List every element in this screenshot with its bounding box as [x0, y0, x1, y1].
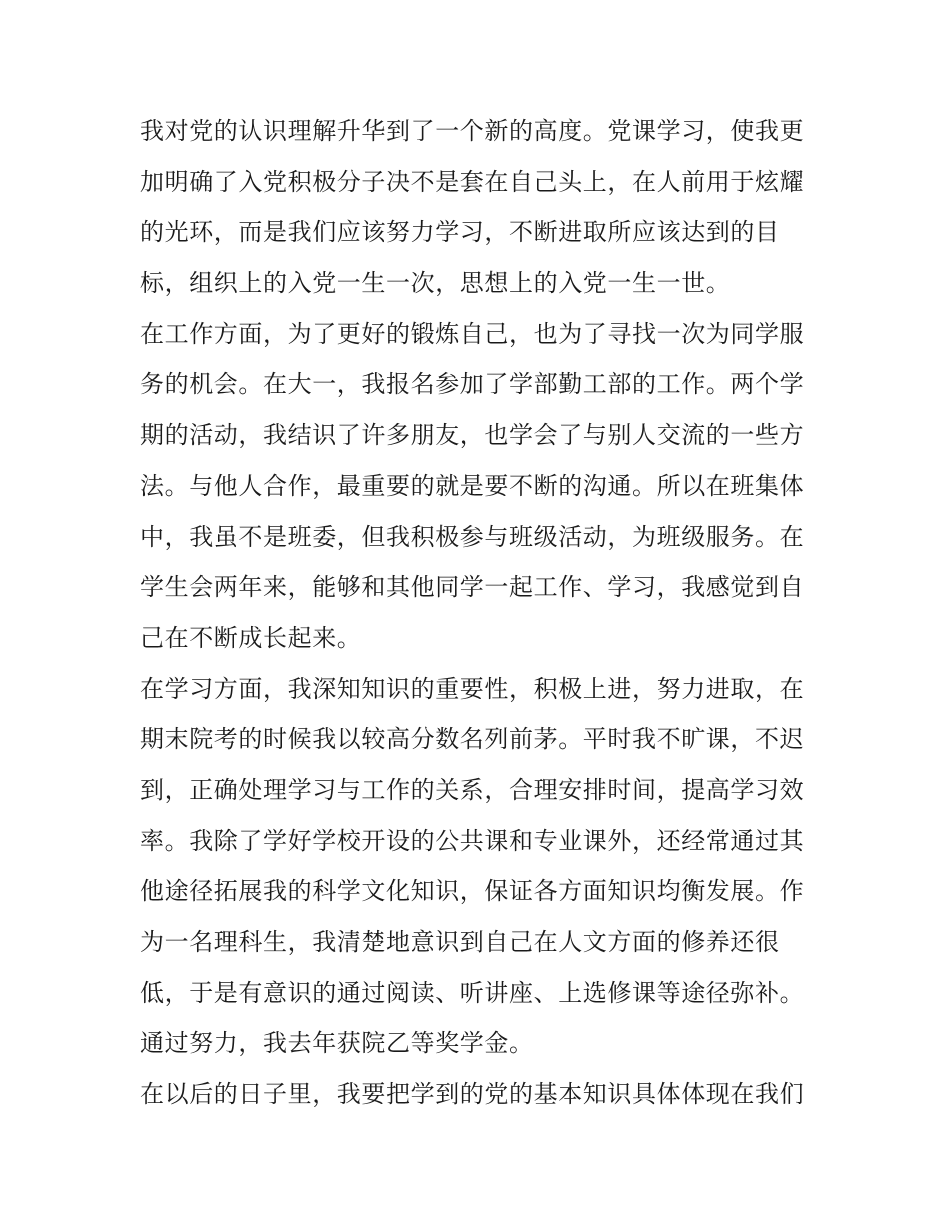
text-line: 通过努力，我去年获院乙等奖学金。	[140, 1029, 534, 1058]
text-line: 期末院考的时候我以较高分数名列前茅。平时我不旷课，不迟	[140, 725, 805, 754]
text-line: 的光环，而是我们应该努力学习，不断进取所应该达到的目	[140, 218, 780, 247]
text-line: 我对党的认识理解升华到了一个新的高度。党课学习，使我更	[140, 117, 805, 145]
text-line: 己在不断成长起来。	[140, 623, 362, 652]
text-line: 标，组织上的入党一生一次，思想上的入党一生一世。	[140, 269, 731, 298]
text-line: 在学习方面，我深知知识的重要性，积极上进，努力进取，在	[140, 674, 805, 703]
text-line: 在工作方面，为了更好的锻炼自己，也为了寻找一次为同学服	[140, 319, 805, 348]
text-line: 学生会两年来，能够和其他同学一起工作、学习，我感觉到自	[140, 573, 805, 602]
text-line: 为一名理科生，我清楚地意识到自己在人文方面的修养还很	[140, 928, 780, 956]
text-line: 低，于是有意识的通过阅读、听讲座、上选修课等途径弥补。	[140, 978, 805, 1007]
text-line: 务的机会。在大一，我报名参加了学部勤工部的工作。两个学	[140, 370, 805, 399]
text-line: 到，正确处理学习与工作的关系，合理安排时间，提高学习效	[140, 775, 805, 804]
text-line: 他途径拓展我的科学文化知识，保证各方面知识均衡发展。作	[140, 877, 805, 906]
text-line: 加明确了入党积极分子决不是套在自己头上，在人前用于炫耀	[140, 167, 805, 196]
text-line: 率。我除了学好学校开设的公共课和专业课外，还经常通过其	[140, 826, 805, 855]
text-line: 期的活动，我结识了许多朋友，也学会了与别人交流的一些方	[140, 421, 805, 450]
document-body	[140, 106, 820, 1120]
text-line: 法。与他人合作，最重要的就是要不断的沟通。所以在班集体	[140, 471, 805, 500]
text-line: 中，我虽不是班委，但我积极参与班级活动，为班级服务。在	[140, 522, 805, 551]
text-line: 在以后的日子里，我要把学到的党的基本知识具体体现在我们	[140, 1080, 805, 1109]
